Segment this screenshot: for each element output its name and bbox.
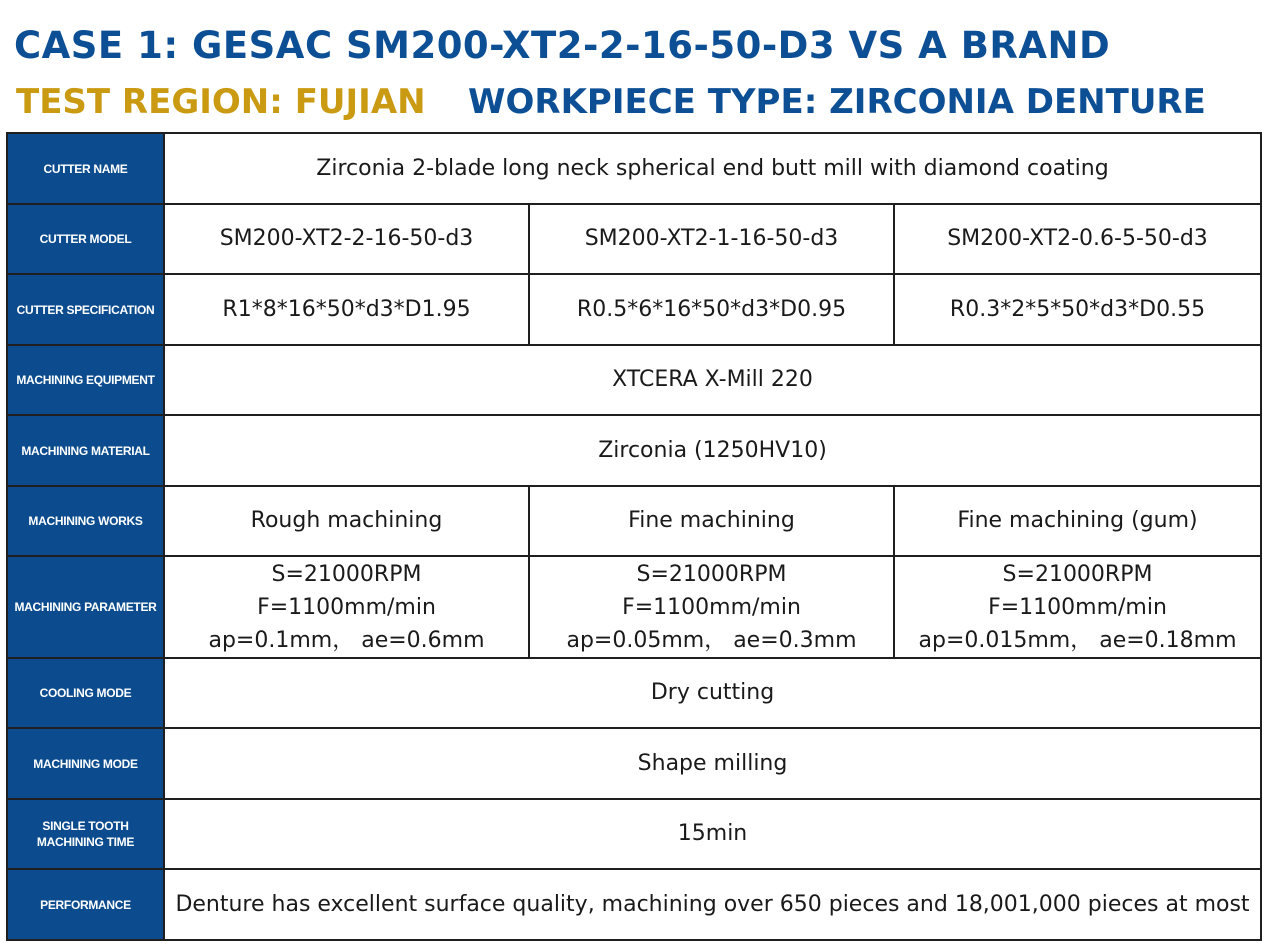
cut-depth: ap=0.015mm， ae=0.18mm — [918, 627, 1237, 653]
machining-parameter-cell — [894, 556, 1261, 658]
cutter-model-cell: SM200-XT2-2-16-50-d3 — [164, 204, 529, 274]
spindle-speed: S=21000RPM — [271, 561, 422, 587]
table-row — [7, 556, 1261, 658]
cutter-model-cell: SM200-XT2-1-16-50-d3 — [529, 204, 894, 274]
machining-works-cell: Fine machining (gum) — [894, 486, 1261, 556]
workpiece-type: WORKPIECE TYPE: ZIRCONIA DENTURE — [468, 82, 1206, 122]
table-row — [7, 204, 1261, 274]
row-label: MACHINING WORKS — [7, 486, 164, 556]
table-row — [7, 486, 1261, 556]
cutter-spec-cell: R0.3*2*5*50*d3*D0.55 — [894, 274, 1261, 345]
row-label: MACHINING PARAMETER — [7, 556, 164, 658]
cut-depth: ap=0.05mm， ae=0.3mm — [566, 627, 857, 653]
cooling-mode-value: Dry cutting — [164, 658, 1261, 728]
machining-parameter-cell — [529, 556, 894, 658]
cut-depth: ap=0.1mm， ae=0.6mm — [208, 627, 485, 653]
row-label: MACHINING MATERIAL — [7, 415, 164, 486]
row-label: COOLING MODE — [7, 658, 164, 728]
row-label: MACHINING MODE — [7, 728, 164, 799]
spec-table — [6, 132, 1262, 941]
spindle-speed: S=21000RPM — [1002, 561, 1153, 587]
page-title: CASE 1: GESAC SM200-XT2-2-16-50-D3 VS A BRAND — [14, 24, 1111, 67]
table-row — [7, 869, 1261, 940]
machining-material-value: Zirconia (1250HV10) — [164, 415, 1261, 486]
row-label: PERFORMANCE — [7, 869, 164, 940]
row-label: CUTTER NAME — [7, 133, 164, 204]
cutter-spec-cell: R0.5*6*16*50*d3*D0.95 — [529, 274, 894, 345]
subtitle-row — [16, 82, 1206, 122]
single-tooth-time-value: 15min — [164, 799, 1261, 869]
cutter-model-cell: SM200-XT2-0.6-5-50-d3 — [894, 204, 1261, 274]
table-row — [7, 799, 1261, 869]
row-label — [7, 799, 164, 869]
table-row — [7, 274, 1261, 345]
spindle-speed: S=21000RPM — [636, 561, 787, 587]
row-label: MACHINING EQUIPMENT — [7, 345, 164, 415]
feed-rate: F=1100mm/min — [257, 594, 436, 620]
table-row — [7, 658, 1261, 728]
feed-rate: F=1100mm/min — [988, 594, 1167, 620]
table-row — [7, 345, 1261, 415]
machining-mode-value: Shape milling — [164, 728, 1261, 799]
feed-rate: F=1100mm/min — [622, 594, 801, 620]
row-label: CUTTER MODEL — [7, 204, 164, 274]
row-label-line: MACHINING TIME — [36, 835, 135, 849]
cutter-name-value: Zirconia 2-blade long neck spherical end butt mill with diamond coating — [164, 133, 1261, 204]
machining-equipment-value: XTCERA X-Mill 220 — [164, 345, 1261, 415]
table-row — [7, 133, 1261, 204]
test-region: TEST REGION: FUJIAN — [16, 82, 426, 122]
row-label: CUTTER SPECIFICATION — [7, 274, 164, 345]
machining-parameter-cell — [164, 556, 529, 658]
table-row — [7, 415, 1261, 486]
machining-works-cell: Rough machining — [164, 486, 529, 556]
row-label-line: SINGLE TOOTH — [42, 819, 129, 833]
table-row — [7, 728, 1261, 799]
machining-works-cell: Fine machining — [529, 486, 894, 556]
performance-value: Denture has excellent surface quality, machining over 650 pieces and 18,001,000 pieces at most — [164, 869, 1261, 940]
cutter-spec-cell: R1*8*16*50*d3*D1.95 — [164, 274, 529, 345]
